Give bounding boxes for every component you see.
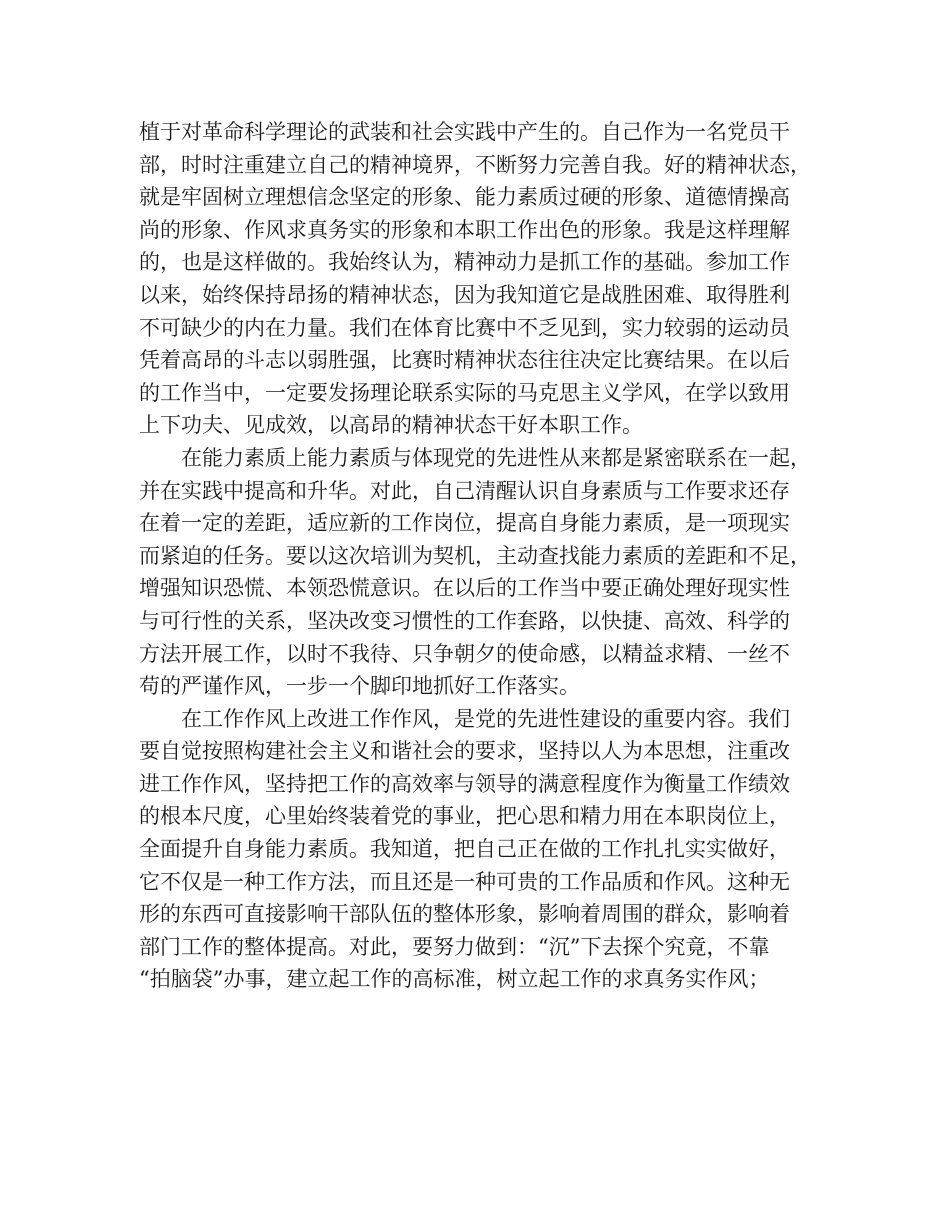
text-line: 凭着高昂的斗志以弱胜强，比赛时精神状态往往决定比赛结果。在以后 <box>139 348 790 373</box>
text-line: 它不仅是一种工作方法，而且还是一种可贵的工作品质和作风。这种无 <box>139 869 790 894</box>
text-line: 与可行性的关系，坚决改变习惯性的工作套路，以快捷、高效、科学的 <box>139 608 790 633</box>
text-line: 而紧迫的任务。要以这次培训为契机，主动查找能力素质的差距和不足， <box>139 543 811 568</box>
text-line: “拍脑袋”办事，建立起工作的高标准，树立起工作的求真务实作风； <box>139 967 770 992</box>
text-line: 的，也是这样做的。我始终认为，精神动力是抓工作的基础。参加工作 <box>139 250 790 275</box>
text-line: 以来，始终保持昂扬的精神状态，因为我知道它是战胜困难、取得胜利 <box>139 282 790 307</box>
text-line: 形的东西可直接影响干部队伍的整体形象，影响着周围的群众，影响着 <box>139 902 790 927</box>
text-line: 不可缺少的内在力量。我们在体育比赛中不乏见到，实力较弱的运动员 <box>139 315 790 340</box>
text-line: 方法开展工作，以时不我待、只争朝夕的使命感，以精益求精、一丝不 <box>139 641 790 666</box>
text-line: 增强知识恐慌、本领恐慌意识。在以后的工作当中要正确处理好现实性 <box>139 576 790 601</box>
text-line: 全面提升自身能力素质。我知道，把自己正在做的工作扎扎实实做好， <box>139 837 790 862</box>
text-line: 在着一定的差距，适应新的工作岗位，提高自身能力素质，是一项现实 <box>139 511 790 536</box>
text-line: 植于对革命科学理论的武装和社会实践中产生的。自己作为一名党员干 <box>139 120 790 144</box>
text-line: 部门工作的整体提高。对此，要努力做到：“沉”下去探个究竟，不靠 <box>139 934 770 959</box>
document-body <box>139 116 819 996</box>
text-line: 部，时时注重建立自己的精神境界，不断努力完善自我。好的精神状态， <box>139 152 811 177</box>
text-line: 在工作作风上改进工作作风，是党的先进性建设的重要内容。我们 <box>139 706 790 731</box>
text-line: 就是牢固树立理想信念坚定的形象、能力素质过硬的形象、道德情操高 <box>139 185 790 210</box>
text-line: 的工作当中，一定要发扬理论联系实际的马克思主义学风，在学以致用 <box>139 380 790 405</box>
text-line: 尚的形象、作风求真务实的形象和本职工作出色的形象。我是这样理解 <box>139 217 790 242</box>
text-line: 的根本尺度，心里始终装着党的事业，把心思和精力用在本职岗位上， <box>139 804 790 829</box>
text-line: 进工作作风，坚持把工作的高效率与领导的满意程度作为衡量工作绩效 <box>139 771 790 796</box>
text-line: 在能力素质上能力素质与体现党的先进性从来都是紧密联系在一起， <box>139 445 811 470</box>
text-line: 并在实践中提高和升华。对此，自己清醒认识自身素质与工作要求还存 <box>139 478 790 503</box>
text-line: 苟的严谨作风，一步一个脚印地抓好工作落实。 <box>139 674 580 699</box>
text-line: 上下功夫、见成效，以高昂的精神状态干好本职工作。 <box>139 413 643 438</box>
text-line: 要自觉按照构建社会主义和谐社会的要求，坚持以人为本思想，注重改 <box>139 739 790 764</box>
